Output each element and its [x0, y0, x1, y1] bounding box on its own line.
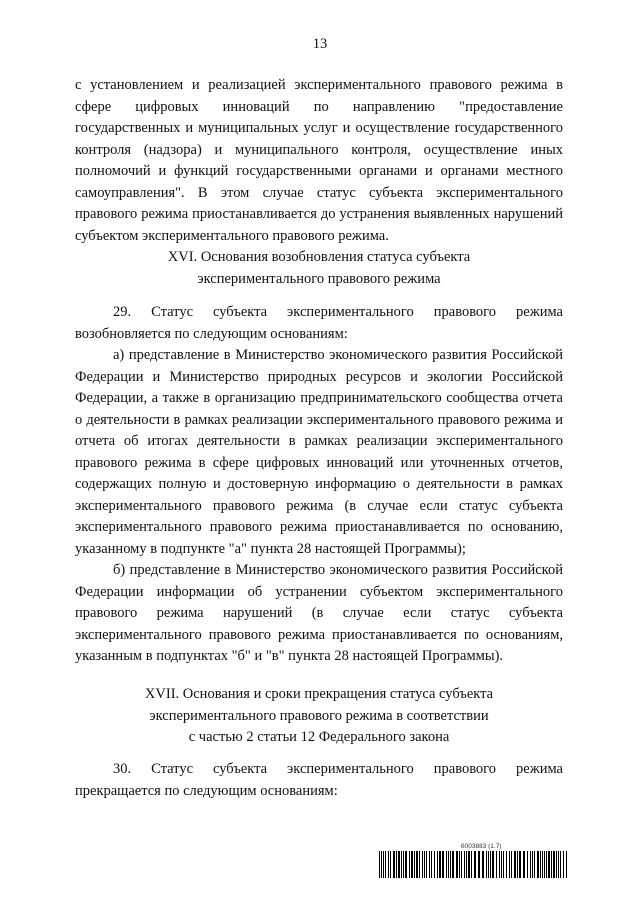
- section-heading-xvi-line1: XVI. Основания возобновления статуса субъекта: [167, 249, 471, 265]
- barcode: [379, 851, 569, 878]
- section-heading-xvii: [75, 684, 563, 749]
- section-heading-xvii-line1: XVII. Основания и сроки прекращения статуса субъекта: [144, 686, 494, 702]
- continuation-paragraph: с установлением и реализацией экспериментального правового режима в сфере цифровых инноваций по направлению "предоставление государственных и муниципальных услуг и осуществление государственного контроля (надзора) и муниципального контроля, осуществление иных полномочий и функций государственными органами и органами местного самоуправления". В этом случае статус субъекта экспериментального правового режима приостанавливается до устранения выявленных нарушений субъектом экспериментального правового режима.: [75, 77, 563, 244]
- section-heading-xvi-line2: экспериментального правового режима: [197, 270, 441, 287]
- item-29-subitem-b: б) представление в Министерство экономического развития Российской Федерации информации об устранении субъектом экспериментального правового режима нарушений (в случае если статус субъекта экспериментального правового режима приостанавливается по основаниям, указанным в подпунктах "б" и "в" пункта 28 настоящей Программы).: [75, 562, 563, 664]
- section-heading-xvii-line2: экспериментального правового режима в соответствии: [149, 707, 489, 724]
- item-29-block: [75, 302, 563, 668]
- item-29-subitem-a: а) представление в Министерство экономического развития Российской Федерации и Министерство природных ресурсов и экологии Российской Федерации, а также в организацию предпринимательского сообщества отчета о деятельности в рамках реализации экспериментального правового режима и отчета об итогах деятельности в рамках реализации экспериментального правового режима в сфере цифровых инноваций или уточненных отчетов, содержащих полную и достоверную информацию о деятельности в рамках экспериментального правового режима (в случае если статус субъекта экспериментального правового режима приостанавливается по основанию, указанному в подпункте "а" пункта 28 настоящей Программы);: [75, 347, 563, 557]
- continuation-paragraph-block: [75, 75, 563, 247]
- item-29-intro: 29. Статус субъекта экспериментального правового режима возобновляется по следующим основаниям:: [75, 304, 563, 342]
- document-code: 6003883 (1.7): [461, 843, 502, 850]
- page-number: 13: [312, 36, 328, 52]
- item-30-block: [75, 759, 563, 802]
- item-30-intro: 30. Статус субъекта экспериментального правового режима прекращается по следующим основаниям:: [75, 761, 563, 799]
- section-heading-xvi: [75, 247, 563, 290]
- section-heading-xvii-line3: с частью 2 статьи 12 Федерального закона: [188, 729, 450, 745]
